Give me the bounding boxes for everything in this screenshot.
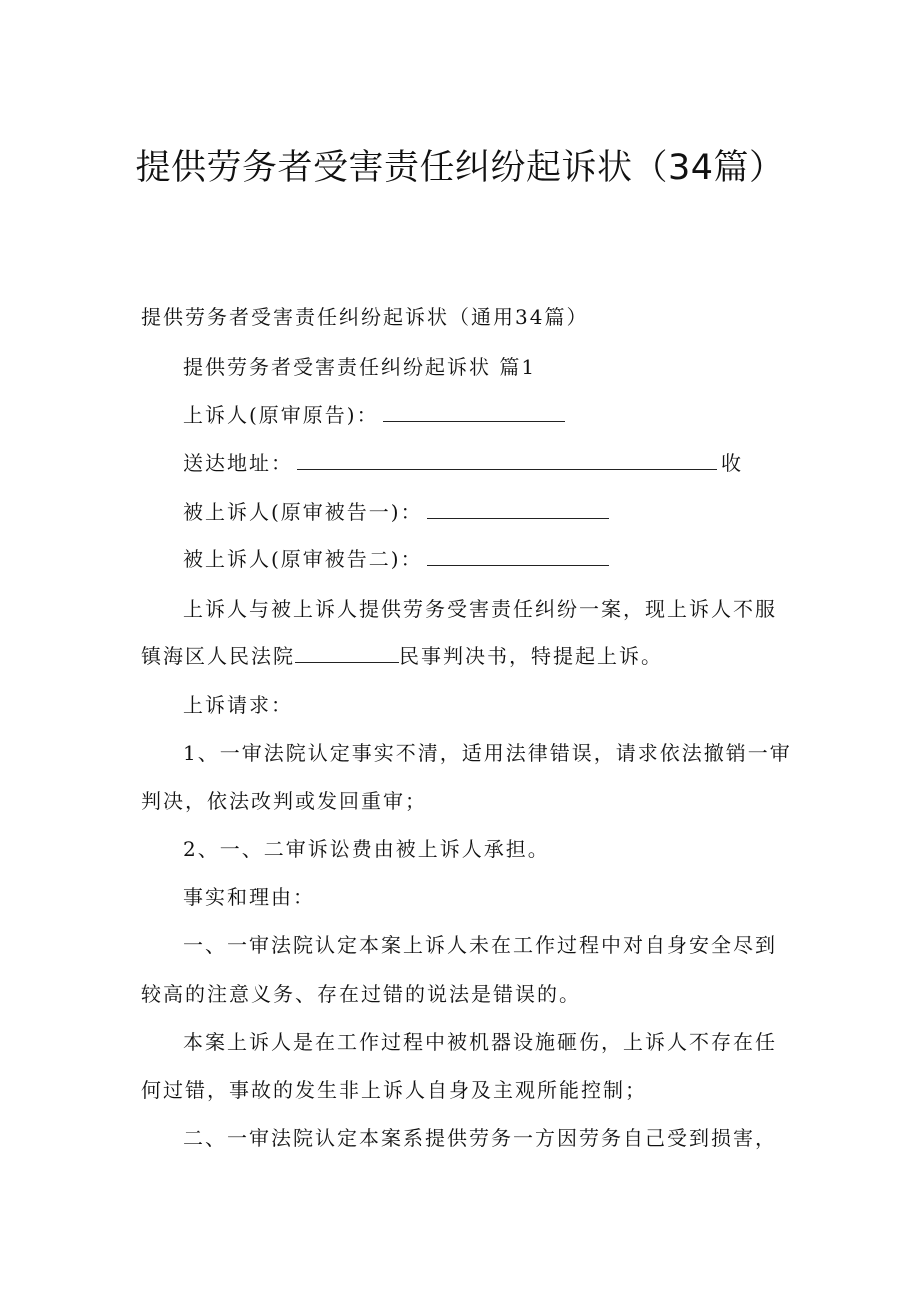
request-1-line-1: 1、一审法院认定事实不清，适用法律错误，请求依法撤销一审 [183,741,792,765]
fact-1b-line-1: 本案上诉人是在工作过程中被机器设施砸伤，上诉人不存在任 [183,1030,777,1054]
fact-1-line-1: 一、一审法院认定本案上诉人未在工作过程中对自身安全尽到 [183,933,777,957]
appellee1-label: 被上诉人(原审被告一)： [183,500,423,524]
appellant-line [183,400,569,430]
appellee2-blank [427,549,609,566]
appellant-label: 上诉人(原审原告)： [183,403,379,427]
section-heading: 提供劳务者受害责任纠纷起诉状 篇1 [183,355,537,379]
appellee1-line [183,497,613,527]
request-1-line-2: 判决，依法改判或发回重审； [141,789,427,813]
appellee2-line [183,544,613,574]
facts-heading: 事实和理由： [183,885,315,909]
requests-heading: 上诉请求： [183,693,293,717]
intro-line-1: 上诉人与被上诉人提供劳务受害责任纠纷一案，现上诉人不服 [183,597,777,621]
appellee1-blank [427,502,609,519]
appellant-blank [383,405,565,422]
page-title: 提供劳务者受害责任纠纷起诉状（34篇） [135,148,785,188]
fact-1b-line-2: 何过错，事故的发生非上诉人自身及主观所能控制； [141,1078,647,1102]
document-subtitle: 提供劳务者受害责任纠纷起诉状（通用34篇） [141,305,589,329]
address-label: 送达地址： [183,451,293,475]
intro-line-2-start: 镇海区人民法院 [141,644,295,668]
address-blank [297,453,717,470]
fact-1-line-2: 较高的注意义务、存在过错的说法是错误的。 [141,982,581,1006]
address-suffix: 收 [721,451,743,475]
intro-line-2 [141,641,663,671]
fact-2-line-1: 二、一审法院认定本案系提供劳务一方因劳务自己受到损害， [183,1126,777,1150]
address-line [183,448,743,478]
appellee2-label: 被上诉人(原审被告二)： [183,547,423,571]
request-2: 2、一、二审诉讼费由被上诉人承担。 [183,837,550,861]
judgment-number-blank [295,646,399,663]
intro-line-2-end: 民事判决书，特提起上诉。 [399,644,663,668]
